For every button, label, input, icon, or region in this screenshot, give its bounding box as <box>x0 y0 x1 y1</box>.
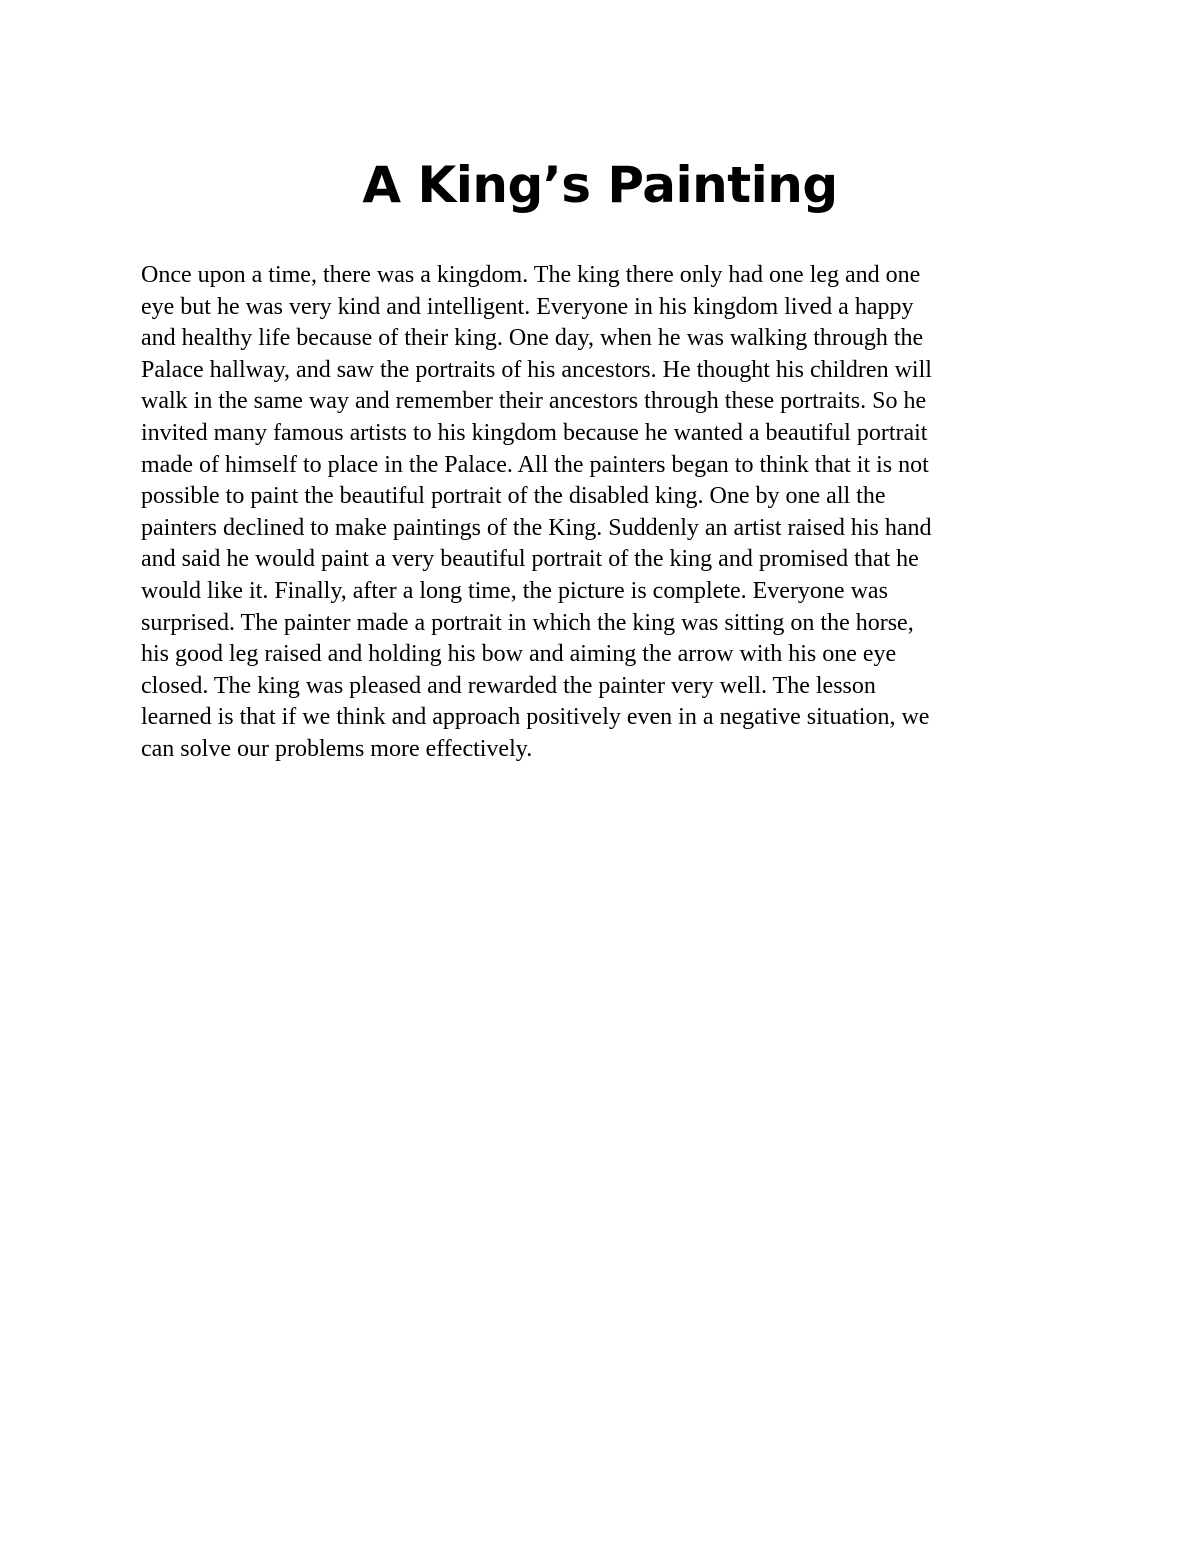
paragraph-line: and said he would paint a very beautiful portrait of the king and promised that he <box>141 546 919 573</box>
paragraph-line: invited many famous artists to his kingdom because he wanted a beautiful portrait <box>141 419 928 446</box>
paragraph-line: and healthy life because of their king. One day, when he was walking through the <box>141 325 924 352</box>
paragraph-line: walk in the same way and remember their ancestors through these portraits. So he <box>141 388 927 415</box>
paragraph-line: made of himself to place in the Palace. All the painters began to think that it is not <box>141 451 929 478</box>
paragraph-line: Palace hallway, and saw the portraits of his ancestors. He thought his children will <box>141 356 932 383</box>
story-paragraph <box>141 260 1061 766</box>
paragraph-line: painters declined to make paintings of the King. Suddenly an artist raised his hand <box>141 514 932 541</box>
paragraph-line: possible to paint the beautiful portrait of the disabled king. One by one all the <box>141 483 886 510</box>
paragraph-line: Once upon a time, there was a kingdom. The king there only had one leg and one <box>141 262 921 288</box>
paragraph-line: can solve our problems more effectively. <box>141 735 533 762</box>
paragraph-line: would like it. Finally, after a long time, the picture is complete. Everyone was <box>141 577 888 604</box>
paragraph-line: learned is that if we think and approach positively even in a negative situation, we <box>141 704 930 731</box>
document-title: A King’s Painting <box>362 156 838 214</box>
paragraph-line: surprised. The painter made a portrait in which the king was sitting on the horse, <box>141 609 914 636</box>
paragraph-line: closed. The king was pleased and rewarded the painter very well. The lesson <box>141 672 876 699</box>
paragraph-line: eye but he was very kind and intelligent. Everyone in his kingdom lived a happy <box>141 293 914 320</box>
paragraph-line: his good leg raised and holding his bow and aiming the arrow with his one eye <box>141 641 897 668</box>
